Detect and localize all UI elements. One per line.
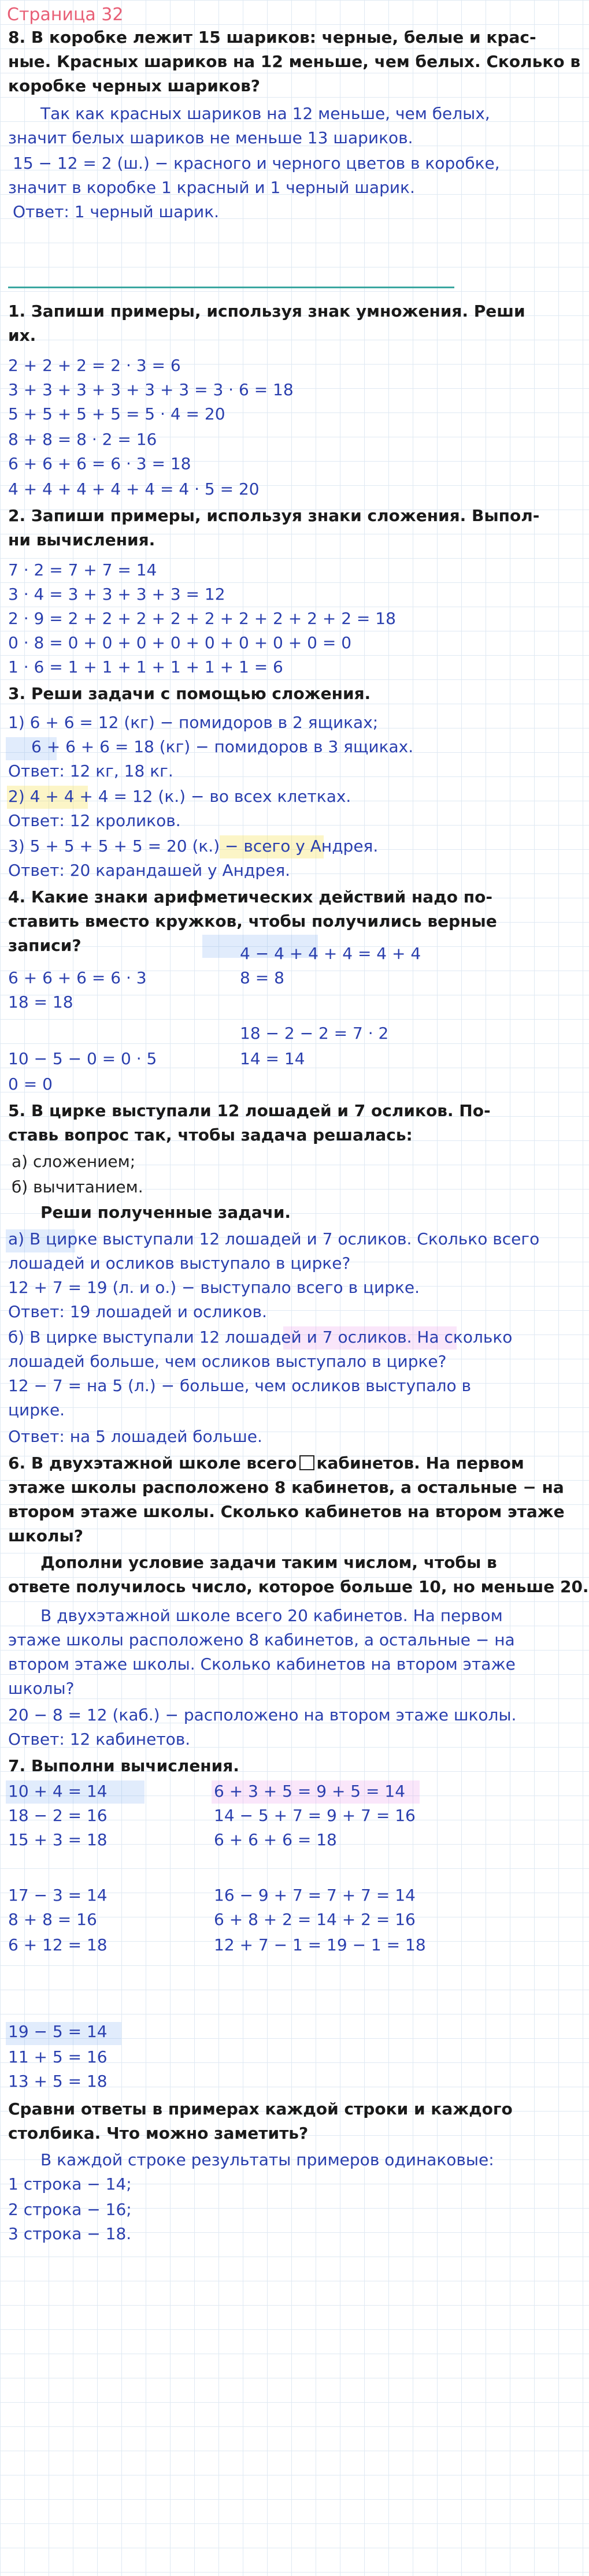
task4-right-solution: 8 = 8	[240, 968, 284, 987]
task7-right-solution: 14 − 5 + 7 = 9 + 7 = 16	[214, 1806, 416, 1825]
task5-instruction: Реши полученные задачи.	[40, 1203, 291, 1222]
task7-left-solution: 15 + 3 = 18	[8, 1830, 108, 1849]
task1-solution: 2 + 2 + 2 = 2 · 3 = 6	[8, 356, 181, 375]
task7-compare-line: Сравни ответы в примерах каждой строки и каждого	[8, 2099, 513, 2118]
task1-solution: 6 + 6 + 6 = 6 · 3 = 18	[8, 454, 191, 473]
task3-solution: 3) 5 + 5 + 5 + 5 = 20 (к.) − всего у Андрея.	[8, 837, 379, 856]
task1-question-line: их.	[8, 326, 36, 345]
task8-question-line: 8. В коробке лежит 15 шариков: черные, белые и крас-	[8, 28, 536, 47]
task4-question-line: 4. Какие знаки арифметических действий надо по-	[8, 887, 492, 906]
task7-result-line: 1 строка − 14;	[8, 2174, 132, 2194]
task5-answer-line: лошадей больше, чем осликов выступало в цирке?	[8, 1352, 447, 1371]
task8-question-line: коробке черных шариков?	[8, 76, 261, 95]
task8-answer-line: Так как красных шариков на 12 меньше, чем белых,	[40, 104, 490, 123]
task6-answer-line: 20 − 8 = 12 (каб.) − расположено на втором этаже школы.	[8, 1705, 517, 1724]
task1-solution: 3 + 3 + 3 + 3 + 3 + 3 = 3 · 6 = 18	[8, 380, 294, 399]
task3-solution: 6 + 6 + 6 = 18 (кг) − помидоров в 3 ящиках.	[31, 737, 414, 756]
task6-question-line: втором этаже школы. Сколько кабинетов на втором этаже	[8, 1502, 565, 1521]
task6-question-line: школы?	[8, 1526, 84, 1545]
task2-solution: 2 · 9 = 2 + 2 + 2 + 2 + 2 + 2 + 2 + 2 + 2 = 18	[8, 609, 396, 628]
task2-solution: 1 · 6 = 1 + 1 + 1 + 1 + 1 + 1 = 6	[8, 657, 283, 676]
task7-left-solution: 19 − 5 = 14	[8, 2022, 108, 2041]
task6-answer-line: В двухэтажной школе всего 20 кабинетов. На первом	[40, 1606, 503, 1625]
task7-result-line: В каждой строке результаты примеров одинаковые:	[40, 2150, 494, 2169]
task3-solution: 2) 4 + 4 + 4 = 12 (к.) − во всех клетках.	[8, 787, 351, 806]
task5-answer-line: 12 + 7 = 19 (л. и о.) − выступало всего в цирке.	[8, 1278, 420, 1297]
task5-answer-line: лошадей и осликов выступало в цирке?	[8, 1254, 351, 1273]
task7-left-solution: 6 + 12 = 18	[8, 1935, 108, 1954]
task6-instruction: Дополни условие задачи таким числом, чтобы в	[40, 1553, 497, 1572]
task7-right-solution: 6 + 8 + 2 = 14 + 2 = 16	[214, 1910, 416, 1929]
task4-left-solution: 10 − 5 − 0 = 0 · 5	[8, 1049, 157, 1068]
task8-answer-line: 15 − 12 = 2 (ш.) − красного и черного цветов в коробке,	[13, 154, 500, 173]
task6-question-line	[8, 1451, 524, 1475]
task2-question-line: ни вычисления.	[8, 530, 155, 549]
task4-right-solution: 4 − 4 + 4 + 4 = 4 + 4	[240, 944, 421, 963]
task2-solution: 0 · 8 = 0 + 0 + 0 + 0 + 0 + 0 + 0 + 0 = 0	[8, 633, 352, 652]
task4-right-solution: 14 = 14	[240, 1049, 305, 1068]
task7-left-solution: 10 + 4 = 14	[8, 1782, 108, 1801]
task5-answer-line: цирке.	[8, 1400, 65, 1419]
task7-result-line: 3 строка − 18.	[8, 2224, 132, 2243]
task5-answer-line: Ответ: на 5 лошадей больше.	[8, 1427, 262, 1446]
task7-left-solution: 18 − 2 = 16	[8, 1806, 108, 1825]
task5-answer-line: Ответ: 19 лошадей и осликов.	[8, 1302, 267, 1321]
task7-right-solution: 16 − 9 + 7 = 7 + 7 = 14	[214, 1886, 416, 1905]
task7-left-solution: 13 + 5 = 18	[8, 2072, 108, 2091]
task4-left-solution: 0 = 0	[8, 1075, 53, 1094]
task5-answer-line: б) В цирке выступали 12 лошадей и 7 осликов. На сколько	[8, 1328, 513, 1347]
task6-question-part: 6. В двухэтажной школе всего	[8, 1454, 297, 1473]
section-divider	[8, 287, 454, 288]
task6-answer-line: школы?	[8, 1679, 75, 1698]
task8-question-line: ные. Красных шариков на 12 меньше, чем белых. Сколько в	[8, 52, 581, 71]
task7-right-solution: 12 + 7 − 1 = 19 − 1 = 18	[214, 1935, 426, 1954]
task6-instruction: ответе получилось число, которое больше 10, но меньше 20.	[8, 1577, 589, 1596]
task4-question-line: записи?	[8, 936, 82, 955]
task7-left-solution: 17 − 3 = 14	[8, 1886, 108, 1905]
task6-question-line: этаже школы расположено 8 кабинетов, а остальные − на	[8, 1478, 564, 1497]
task5-option: б) вычитанием.	[12, 1177, 143, 1196]
task1-solution: 5 + 5 + 5 + 5 = 5 · 4 = 20	[8, 404, 225, 423]
task7-right-solution: 6 + 3 + 5 = 9 + 5 = 14	[214, 1782, 406, 1801]
task3-solution: Ответ: 20 карандашей у Андрея.	[8, 861, 291, 880]
task6-answer-line: этаже школы расположено 8 кабинетов, а остальные − на	[8, 1630, 515, 1649]
task8-answer-line: значит в коробке 1 красный и 1 черный шарик.	[8, 178, 415, 197]
task3-question-line: 3. Реши задачи с помощью сложения.	[8, 684, 371, 703]
task8-answer-line: Ответ: 1 черный шарик.	[13, 202, 220, 221]
task4-left-solution: 18 = 18	[8, 993, 73, 1012]
task8-answer-line: значит белых шариков не меньше 13 шариков.	[8, 128, 413, 147]
task5-answer-line: 12 − 7 = на 5 (л.) − больше, чем осликов выступало в	[8, 1376, 472, 1395]
task2-solution: 7 · 2 = 7 + 7 = 14	[8, 560, 157, 579]
task5-question-line: 5. В цирке выступали 12 лошадей и 7 осликов. По-	[8, 1101, 491, 1120]
task6-answer-line: втором этаже школы. Сколько кабинетов на втором этаже	[8, 1655, 516, 1674]
task4-left-solution: 6 + 6 + 6 = 6 · 3	[8, 968, 147, 987]
task3-solution: Ответ: 12 кроликов.	[8, 811, 181, 830]
task6-question-part: кабинетов. На первом	[316, 1454, 524, 1473]
task1-solution: 4 + 4 + 4 + 4 + 4 = 4 · 5 = 20	[8, 479, 260, 499]
task6-answer-line: Ответ: 12 кабинетов.	[8, 1730, 191, 1749]
task4-right-solution: 18 − 2 − 2 = 7 · 2	[240, 1024, 389, 1043]
task7-compare-line: столбика. Что можно заметить?	[8, 2124, 309, 2143]
task5-question-line: ставь вопрос так, чтобы задача решалась:	[8, 1125, 413, 1144]
task7-left-solution: 8 + 8 = 16	[8, 1910, 97, 1929]
task7-result-line: 2 строка − 16;	[8, 2200, 132, 2219]
page-header: Страница 32	[7, 5, 124, 25]
task7-question-line: 7. Выполни вычисления.	[8, 1756, 239, 1775]
task3-solution: Ответ: 12 кг, 18 кг.	[8, 761, 173, 780]
task2-question-line: 2. Запиши примеры, используя знаки сложения. Выпол-	[8, 506, 540, 525]
task2-solution: 3 · 4 = 3 + 3 + 3 + 3 = 12	[8, 585, 225, 604]
task1-solution: 8 + 8 = 8 · 2 = 16	[8, 430, 157, 449]
task3-solution: 1) 6 + 6 = 12 (кг) − помидоров в 2 ящиках;	[8, 713, 379, 732]
task4-question-line: ставить вместо кружков, чтобы получились верные	[8, 912, 497, 931]
task1-question-line: 1. Запиши примеры, используя знак умножения. Реши	[8, 302, 525, 321]
task5-answer-line: а) В цирке выступали 12 лошадей и 7 осликов. Сколько всего	[8, 1229, 540, 1248]
task7-left-solution: 11 + 5 = 16	[8, 2047, 108, 2066]
empty-box-icon	[299, 1455, 314, 1470]
task5-option: а) сложением;	[12, 1152, 136, 1171]
task7-right-solution: 6 + 6 + 6 = 18	[214, 1830, 337, 1849]
